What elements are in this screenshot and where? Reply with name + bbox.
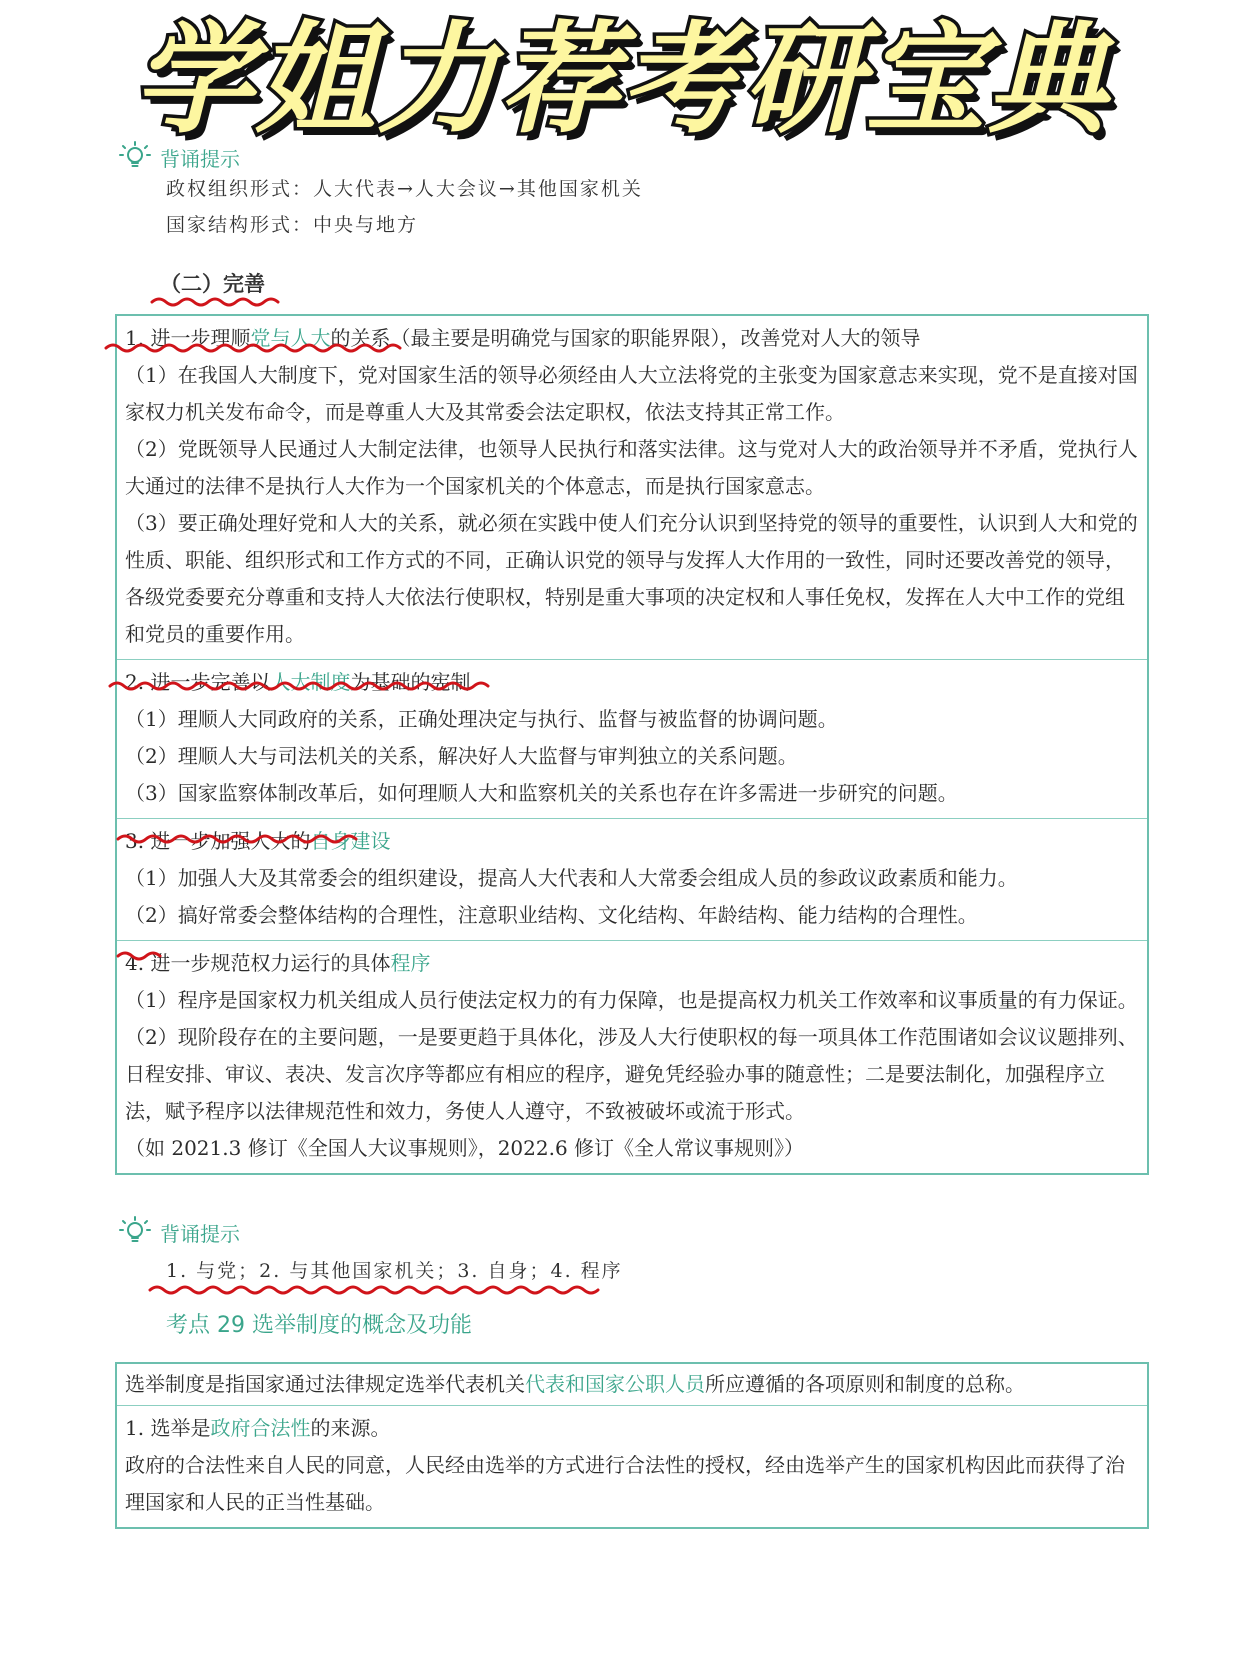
item-3-para-1: （1）加强人大及其常委会的组织建设，提高人大代表和人大常委会组成人员的参政议政素质和能力。	[125, 866, 1018, 890]
item-2-para-1: （1）理顺人大同政府的关系，正确处理决定与执行、监督与被监督的协调问题。	[125, 707, 838, 731]
item-1-para-2: （2）党既领导人民通过人大制定法律，也领导人民执行和落实法律。这与党对人大的政治领导并不矛盾，党执行人大通过的法律不是执行人大作为一个国家机关的个体意志，而是执行国家意志。	[125, 437, 1138, 498]
item-3-para-2: （2）搞好常委会整体结构的合理性，注意职业结构、文化结构、年龄结构、能力结构的合理性。	[125, 903, 978, 927]
definition-text: 选举制度是指国家通过法律规定选举代表机关代表和国家公职人员所应遵循的各项原则和制度的总称。	[125, 1372, 1025, 1396]
kaodian-29-title: 考点 29 选举制度的概念及功能	[166, 1313, 472, 1338]
item-1-party-congress	[117, 316, 1147, 659]
lightbulb-icon	[118, 1215, 152, 1249]
recite-tip-heading	[118, 140, 240, 174]
item-2-constitution	[117, 659, 1147, 818]
item-4-para-3: （如 2021.3 修订《全国人大议事规则》，2022.6 修订《全人常议事规则》）	[125, 1136, 805, 1160]
tip-line-1: 政权组织形式：人大代表→人大会议→其他国家机关	[166, 178, 643, 200]
item-3-self-construction	[117, 818, 1147, 940]
underline-tip2	[150, 1287, 598, 1293]
tip-heading-text-2: 背诵提示	[160, 1221, 240, 1246]
election-definition	[117, 1364, 1147, 1405]
item-4-para-2: （2）现阶段存在的主要问题，一是要更趋于具体化，涉及人大行使职权的每一项具体工作范围诸如会议议题排列、日程安排、审议、表决、发言次序等都应有相应的程序，避免凭经验办事的随意性；二是要法制化，加强程序立法，赋予程序以法律规范性和效力，务使人人遵守，不致被破坏或流于形式。	[125, 1025, 1138, 1123]
item-4-title: 4. 进一步规范权力运行的具体程序	[125, 951, 431, 975]
item-1-title: 1. 进一步理顺党与人大的关系（最主要是明确党与国家的职能界限），改善党对人大的领导	[125, 326, 921, 350]
item-1-para-3: （3）要正确处理好党和人大的关系，就必须在实践中使人们充分认识到坚持党的领导的重要性，认识到人大和党的性质、职能、组织形式和工作方式的不同，正确认识党的领导与发挥人大作用的一致性，同时还要改善党的领导，各级党委要充分尊重和支持人大依法行使职权，特别是重大事项的决定权和人事任免权，发挥在人大中工作的党组和党员的重要作用。	[125, 511, 1138, 646]
content-box-election	[115, 1362, 1149, 1529]
recite-tip-heading-2	[118, 1215, 240, 1249]
item-2-para-3: （3）国家监察体制改革后，如何理顺人大和监察机关的关系也存在许多需进一步研究的问题。	[125, 781, 958, 805]
underline-section-title	[152, 299, 278, 305]
item-2-title: 2. 进一步完善以人大制度为基础的宪制	[125, 670, 471, 694]
tip-line-2: 国家结构形式：中央与地方	[166, 214, 419, 236]
lightbulb-icon	[118, 140, 152, 174]
tip-heading-text: 背诵提示	[160, 146, 240, 171]
election-legitimacy	[117, 1405, 1147, 1527]
item-3-title: 3. 进一步加强人大的自身建设	[125, 829, 391, 853]
item-4-para-1: （1）程序是国家权力机关组成人员行使法定权力的有力保障，也是提高权力机关工作效率和议事质量的有力保证。	[125, 988, 1138, 1012]
legitimacy-title: 1. 选举是政府合法性的来源。	[125, 1416, 391, 1440]
banner-title: 学姐力荐考研宝典	[133, 11, 1109, 150]
legitimacy-para: 政府的合法性来自人民的同意，人民经由选举的方式进行合法性的授权，经由选举产生的国家机构因此而获得了治理国家和人民的正当性基础。	[125, 1453, 1125, 1514]
item-2-para-2: （2）理顺人大与司法机关的关系，解决好人大监督与审判独立的关系问题。	[125, 744, 798, 768]
content-box-improvement	[115, 314, 1149, 1175]
item-1-para-1: （1）在我国人大制度下，党对国家生活的领导必须经由人大立法将党的主张变为国家意志来实现，党不是直接对国家权力机关发布命令，而是尊重人大及其常委会法定职权，依法支持其正常工作。	[125, 363, 1138, 424]
item-4-procedure	[117, 940, 1147, 1173]
section-title: （二）完善	[160, 272, 265, 296]
tip2-line: 1. 与党；2. 与其他国家机关；3. 自身；4. 程序	[166, 1260, 623, 1282]
